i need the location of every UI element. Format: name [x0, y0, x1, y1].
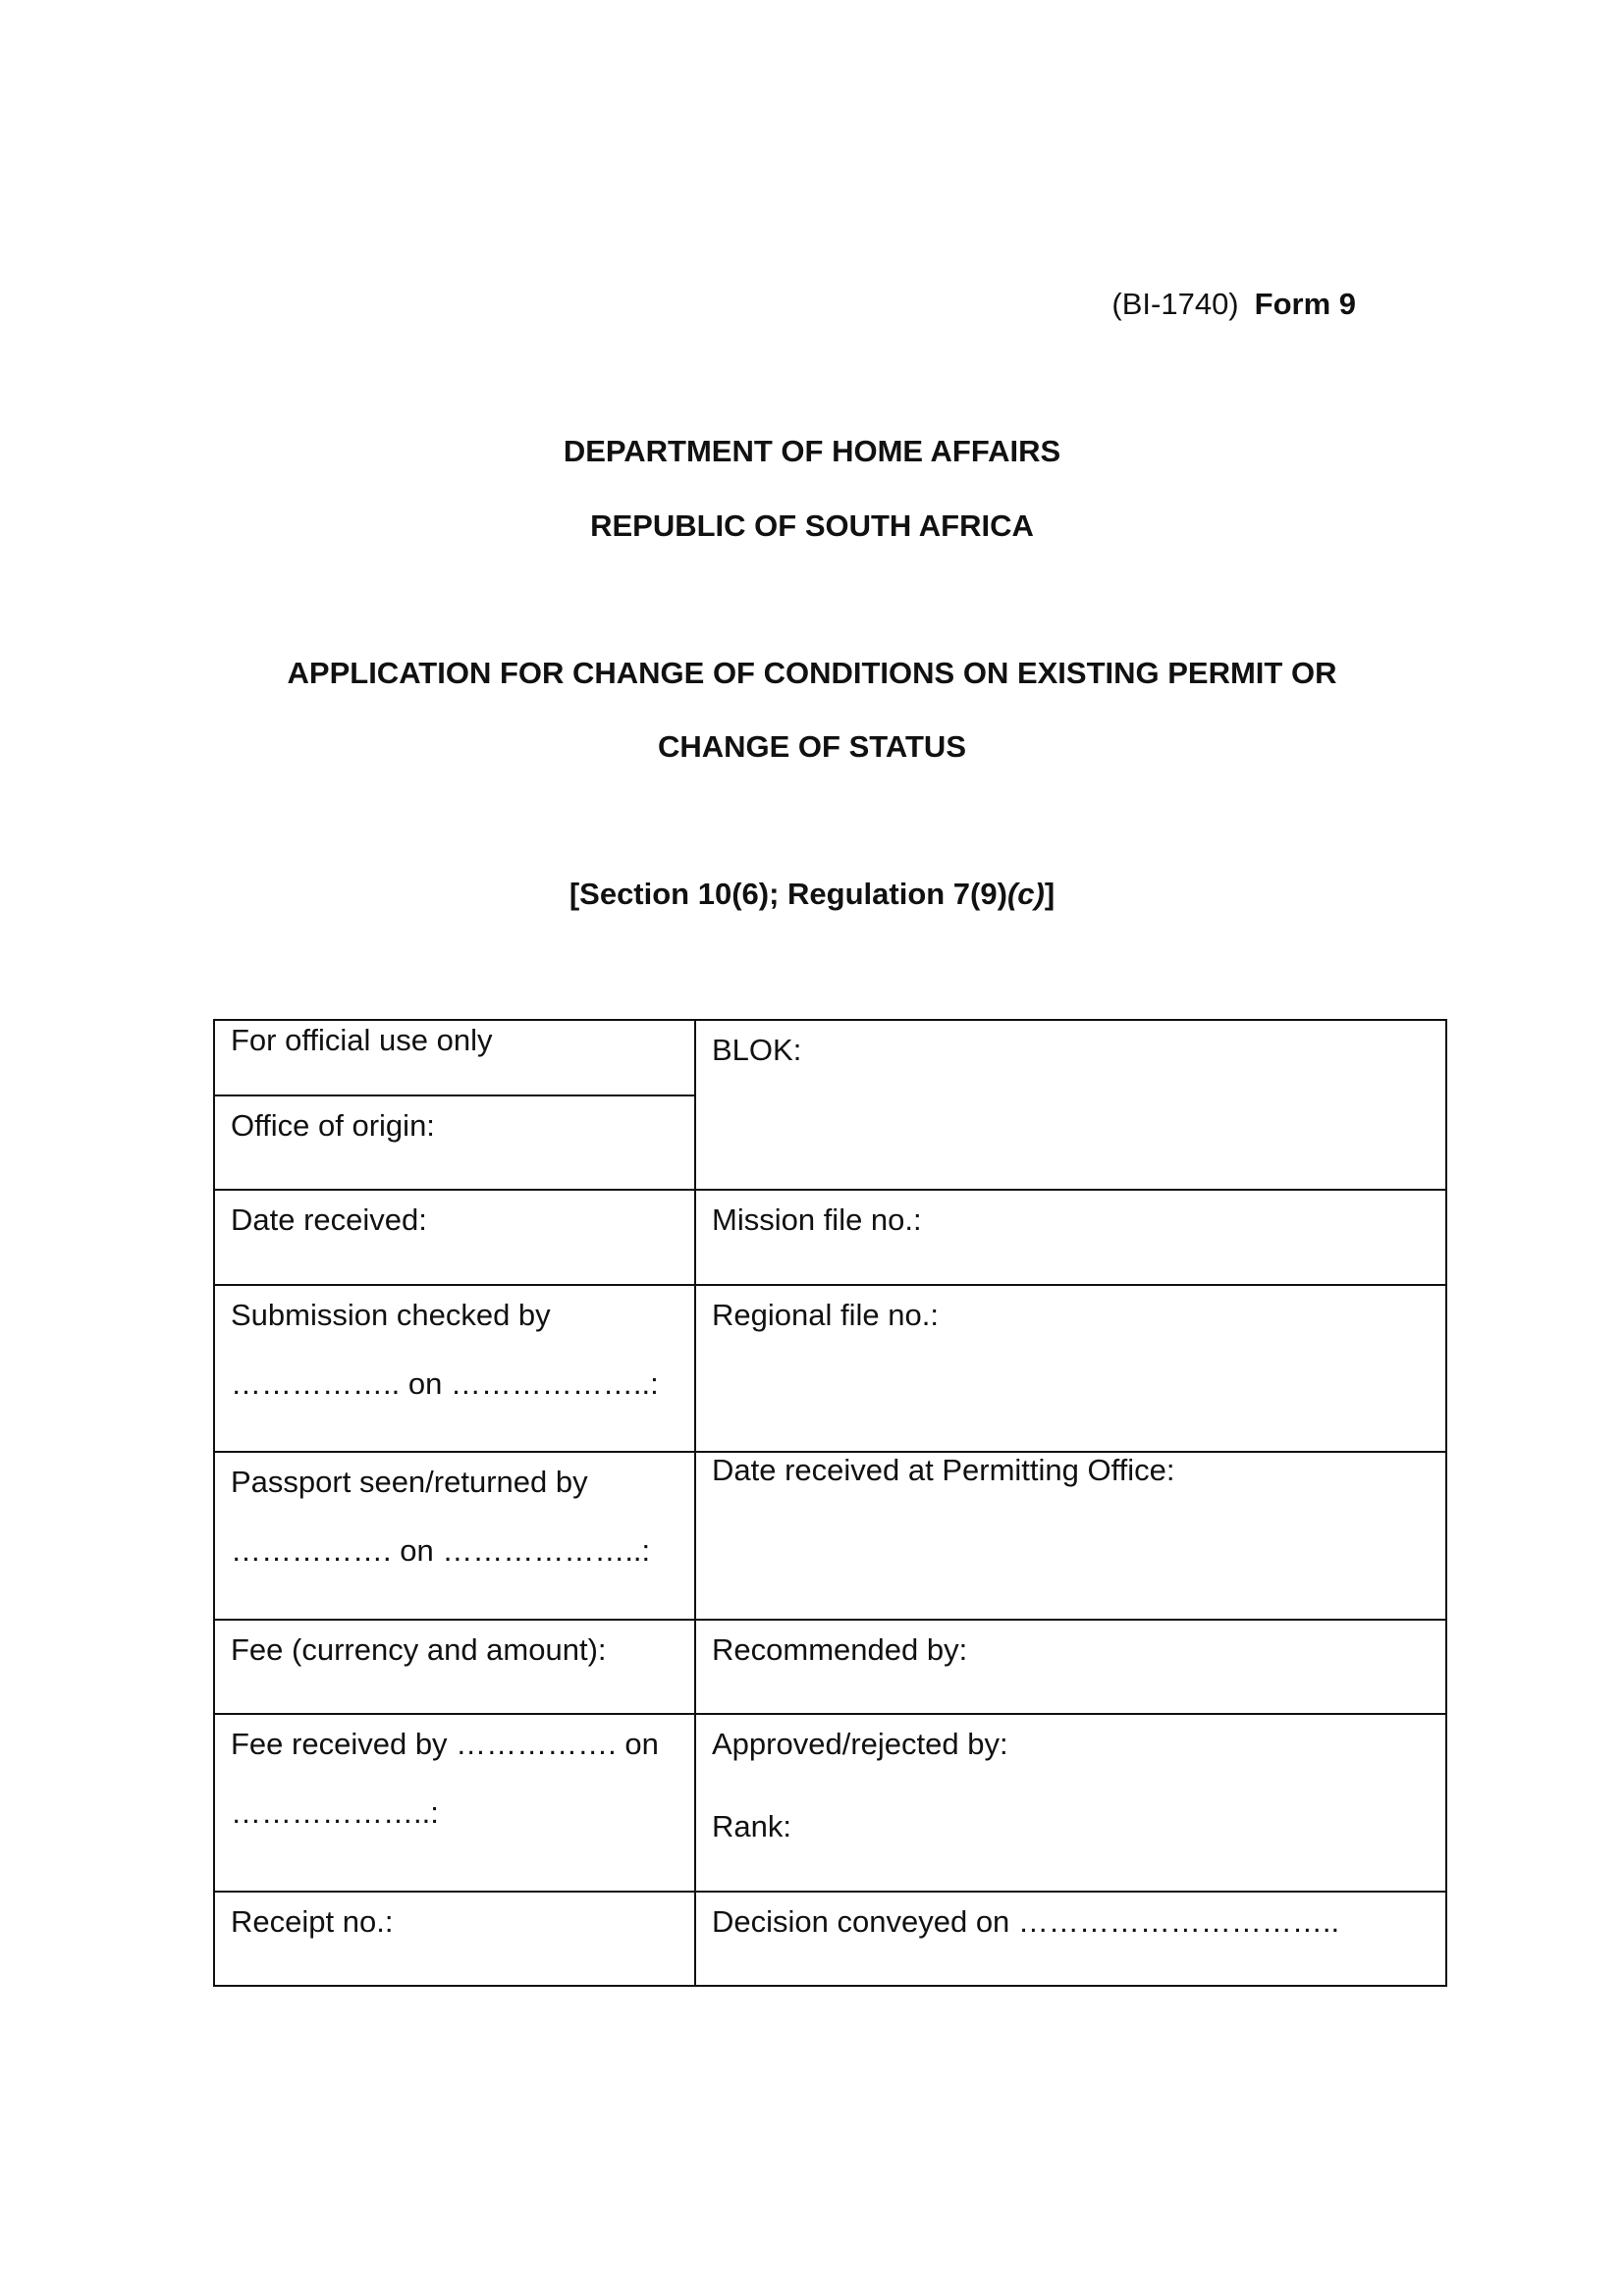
- department-name: DEPARTMENT OF HOME AFFAIRS: [563, 434, 1061, 468]
- form-code: [1111, 287, 1356, 322]
- form-title-line1: APPLICATION FOR CHANGE OF CONDITIONS ON EXISTING PERMIT OR: [287, 656, 1337, 690]
- office-of-origin-cell[interactable]: [214, 1095, 695, 1190]
- reference-italic: (c): [1006, 877, 1045, 911]
- fee-received-cell[interactable]: [214, 1714, 695, 1892]
- date-received-permitting-cell[interactable]: [695, 1452, 1446, 1620]
- office-of-origin-label: Office of origin:: [231, 1108, 435, 1143]
- reference-prefix: [Section 10(6); Regulation 7(9): [568, 877, 1007, 911]
- receipt-no-cell[interactable]: [214, 1892, 695, 1986]
- table-row: [214, 1452, 1446, 1620]
- fee-received-label: Fee received by ……………. on: [231, 1727, 659, 1761]
- date-received-label: Date received:: [231, 1202, 427, 1237]
- table-row: [214, 1892, 1446, 1986]
- fee-cell[interactable]: [214, 1620, 695, 1714]
- form-title-line2: CHANGE OF STATUS: [657, 729, 966, 764]
- submission-checked-label: Submission checked by: [231, 1298, 551, 1332]
- regional-file-label: Regional file no.:: [712, 1298, 939, 1332]
- table-row: [214, 1285, 1446, 1452]
- recommended-by-label: Recommended by:: [712, 1632, 968, 1667]
- legal-reference: [0, 877, 1624, 912]
- passport-seen-cell[interactable]: [214, 1452, 695, 1620]
- date-received-cell[interactable]: [214, 1190, 695, 1285]
- decision-conveyed-label: Decision conveyed on …………………………..: [712, 1904, 1340, 1939]
- receipt-no-label: Receipt no.:: [231, 1904, 394, 1939]
- fee-label: Fee (currency and amount):: [231, 1632, 607, 1667]
- table-row: [214, 1190, 1446, 1285]
- approved-rejected-cell[interactable]: [695, 1714, 1446, 1892]
- blok-cell[interactable]: [695, 1020, 1446, 1190]
- form-number: (BI-1740): [1111, 287, 1239, 321]
- date-received-permitting-label: Date received at Permitting Office:: [712, 1453, 1175, 1487]
- approved-rejected-label: Approved/rejected by:: [712, 1727, 1008, 1761]
- table-row: [214, 1620, 1446, 1714]
- blok-label: BLOK:: [712, 1033, 802, 1067]
- country-name: REPUBLIC OF SOUTH AFRICA: [590, 508, 1034, 543]
- submission-checked-on: …………….. on ………………..:: [231, 1366, 659, 1401]
- for-official-use-cell: [214, 1020, 695, 1095]
- decision-conveyed-cell[interactable]: [695, 1892, 1446, 1986]
- fee-received-date: ………………..:: [231, 1795, 439, 1830]
- table-row: [214, 1020, 1446, 1095]
- table-row: [214, 1714, 1446, 1892]
- passport-seen-label: Passport seen/returned by: [231, 1465, 588, 1499]
- regional-file-cell[interactable]: [695, 1285, 1446, 1452]
- mission-file-cell[interactable]: [695, 1190, 1446, 1285]
- passport-seen-on: ……………. on ………………..:: [231, 1533, 651, 1568]
- submission-checked-cell[interactable]: [214, 1285, 695, 1452]
- official-use-table: [213, 1019, 1447, 1987]
- for-official-use-label: For official use only: [231, 1023, 493, 1057]
- rank-label: Rank:: [712, 1809, 791, 1843]
- form-label: Form 9: [1254, 287, 1356, 321]
- mission-file-label: Mission file no.:: [712, 1202, 922, 1237]
- reference-suffix: ]: [1044, 877, 1056, 911]
- recommended-by-cell[interactable]: [695, 1620, 1446, 1714]
